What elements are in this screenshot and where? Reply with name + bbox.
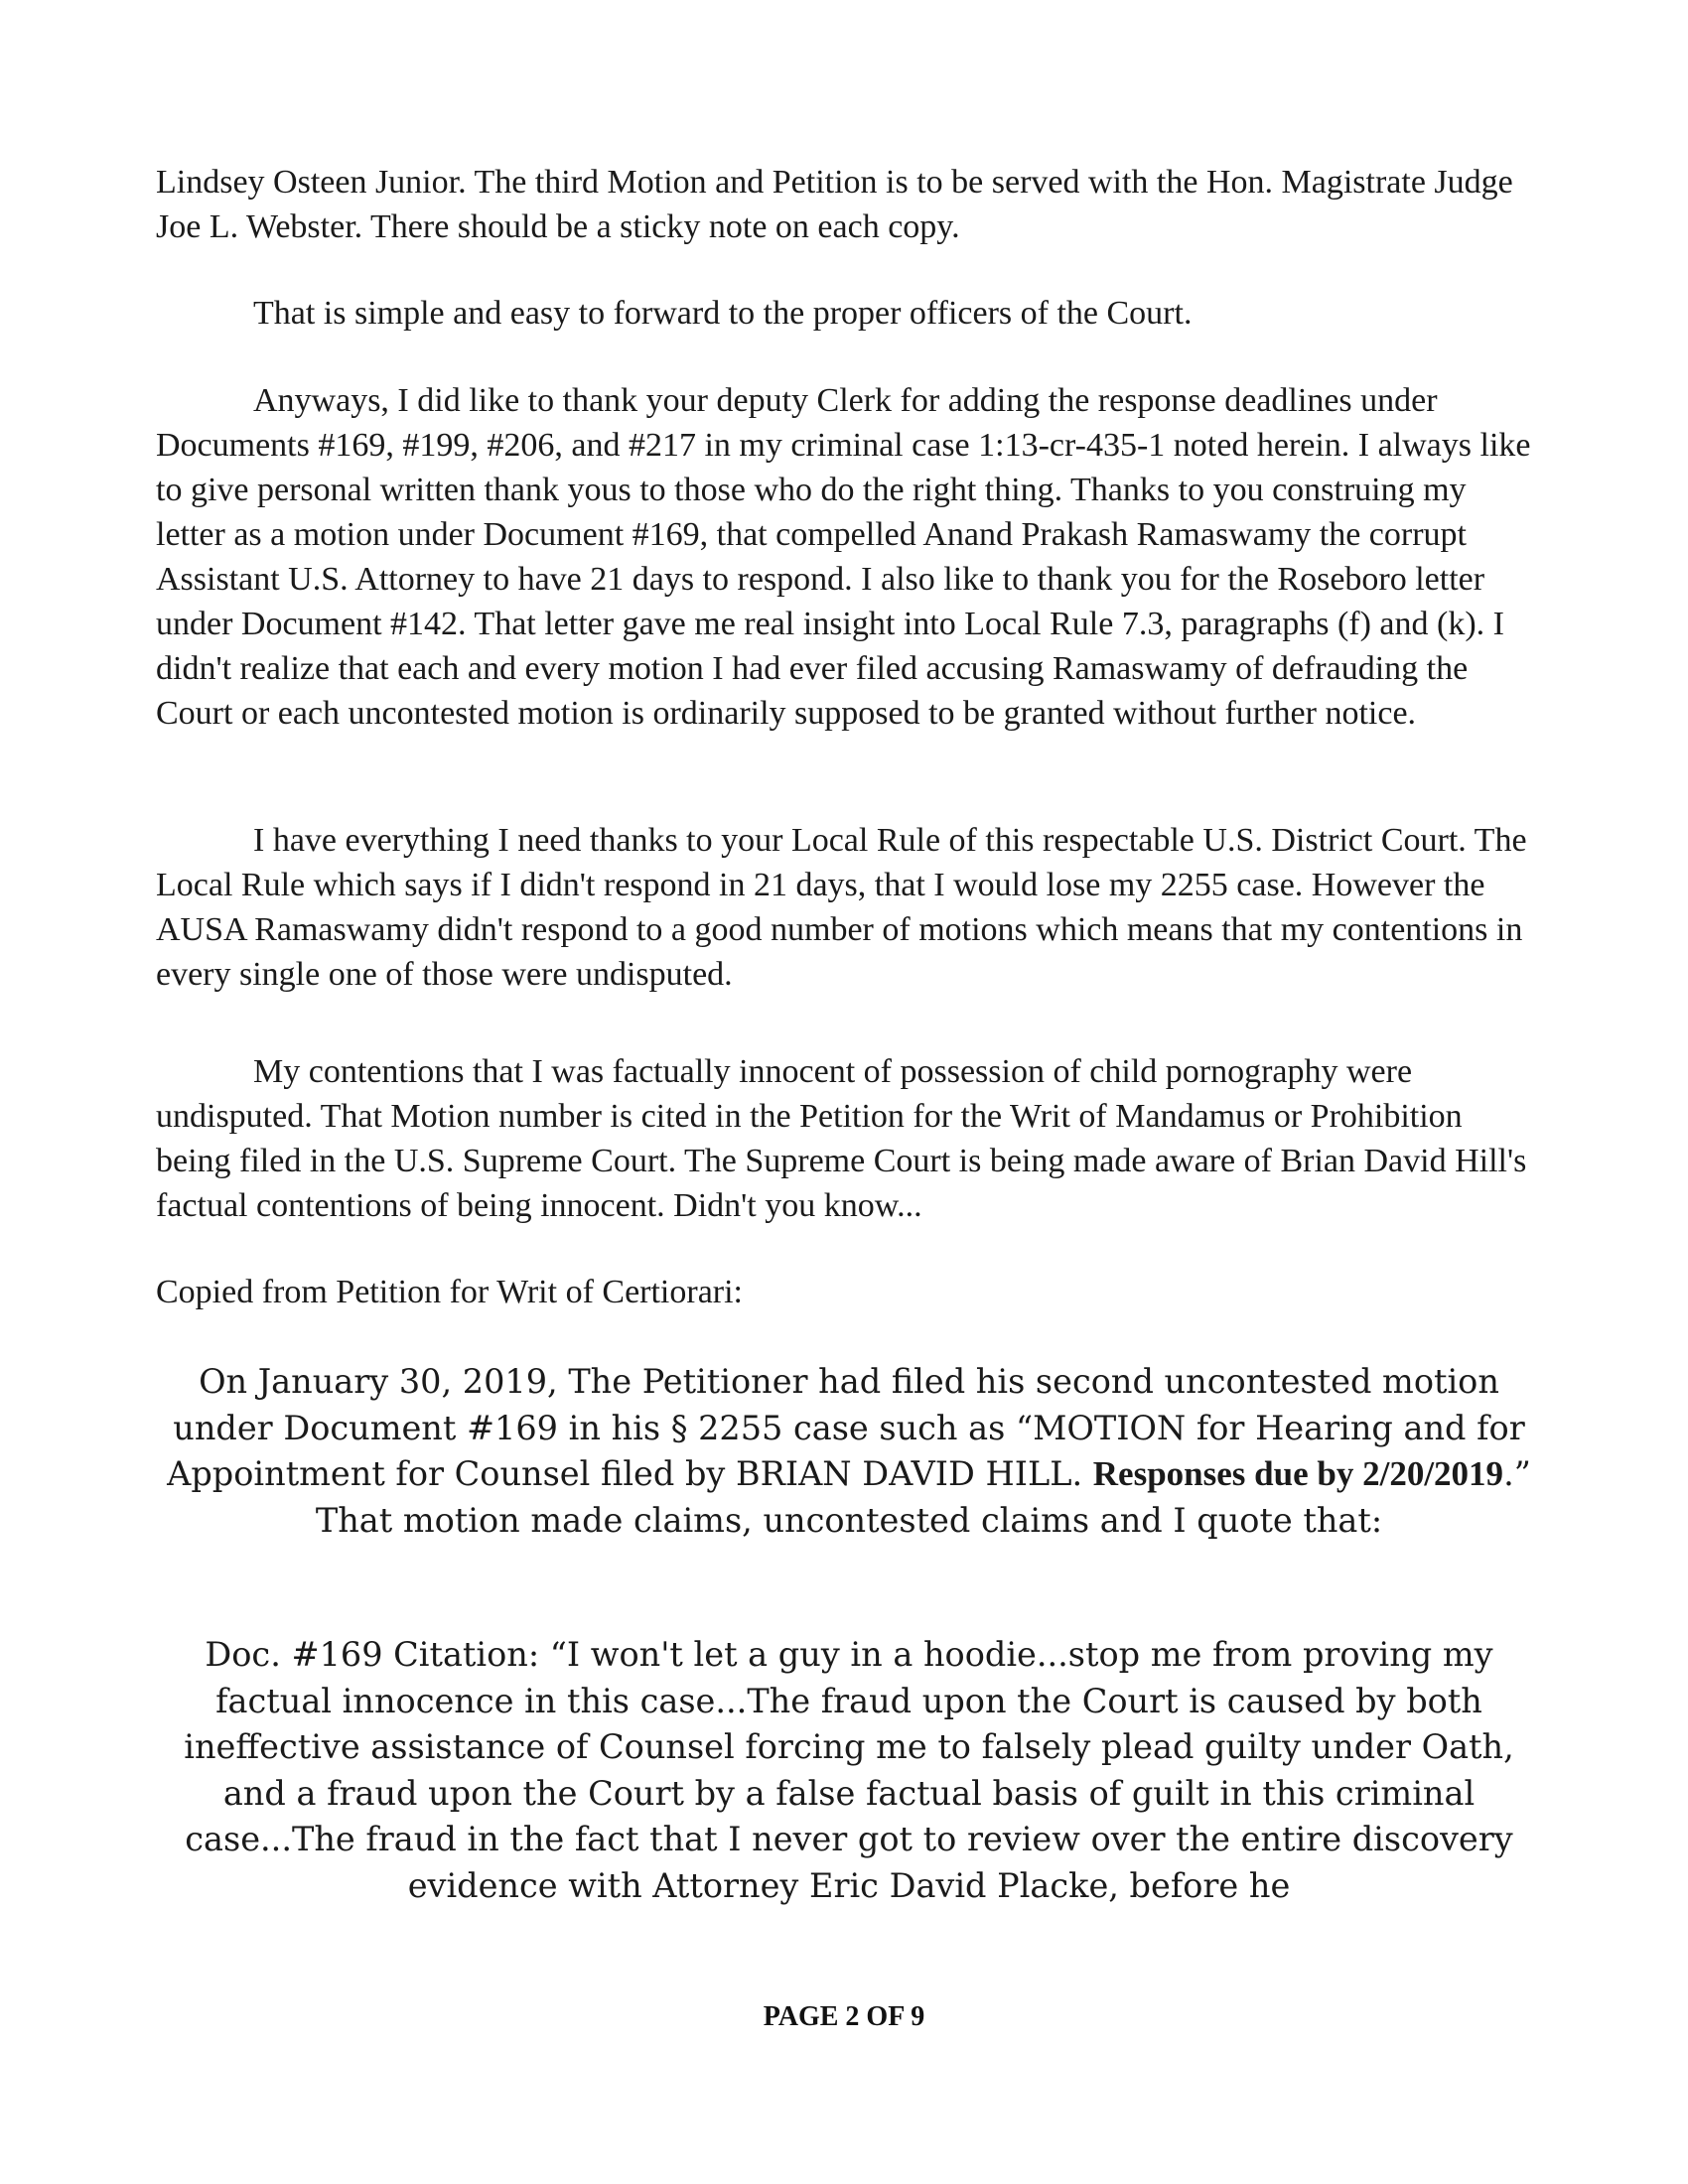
quote-text: On January 30, 2019, The Petitioner had filed his second uncontested motion under Document #169 in his § 2255 case such as “MOTION for Hearing and for Appointment for Counsel filed by BRIAN DAVID HILL. [167,1362,1525,1493]
paragraph-continuation: Lindsey Osteen Junior. The third Motion and Petition is to be served with the Hon. Magistrate Judge Joe L. Webster. There should be a sticky note on each copy. [156,164,1513,245]
quote-block-citation: Doc. #169 Citation: “I won't let a guy in a hoodie...stop me from proving my factual innocence in this case...The fraud upon the Court is caused by both ineffective assistance of Counsel forcing me to falsely plead guilty under Oath, and a fraud upon the Court by a false factual basis of guilt in this criminal case...The fraud in the fact that I never got to review over the entire discovery evidence with Attorney Eric David Placke, before he [184,1635,1514,1905]
page-number: PAGE 2 OF 9 [763,2001,925,2032]
quote-text-end: .” That motion made claims, uncontested claims and I quote that: [315,1454,1531,1540]
quote-block-motion [159,1359,1539,1544]
responses-due-text: Responses due by 2/20/2019 [1092,1454,1504,1493]
paragraph-thanks: Anyways, I did like to thank your deputy Clerk for adding the response deadlines under Documents #169, #199, #206, and #217 in my criminal case 1:13-cr-435-1 noted herein. I always like to give personal written thank yous to those who do the right thing. Thanks to you construing my letter as a motion under Document #169, that compelled Anand Prakash Ramaswamy the corrupt Assistant U.S. Attorney to have 21 days to respond. I also like to thank you for the Roseboro letter under Document #142. That letter gave me real insight into Local Rule 7.3, paragraphs (f) and (k). I didn't realize that each and every motion I had ever filed accusing Ramaswamy of defrauding the Court or each uncontested motion is ordinarily supposed to be granted without further notice. [156,382,1531,732]
paragraph-local-rule: I have everything I need thanks to your Local Rule of this respectable U.S. District Court. The Local Rule which says if I didn't respond in 21 days, that I would lose my 2255 case. However the AUSA Ramaswamy didn't respond to a good number of motions which means that my contentions in every single one of those were undisputed. [156,822,1527,993]
paragraph-contentions: My contentions that I was factually innocent of possession of child pornography were undisputed. That Motion number is cited in the Petition for the Writ of Mandamus or Prohibition being filed in the U.S. Supreme Court. The Supreme Court is being made aware of Brian David Hill's factual contentions of being innocent. Didn't you know... [156,1053,1527,1224]
paragraph-forwarding: That is simple and easy to forward to the proper officers of the Court. [253,295,1193,332]
paragraph-copied-from: Copied from Petition for Writ of Certiorari: [156,1274,743,1310]
